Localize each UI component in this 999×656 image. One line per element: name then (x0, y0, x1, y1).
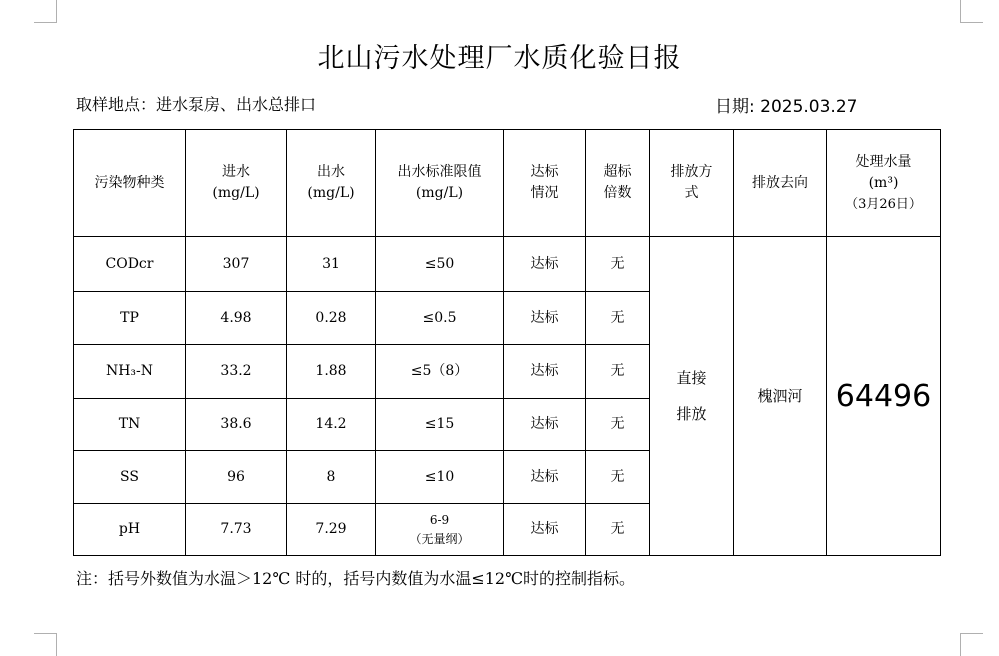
cell-exceed: 无 (586, 292, 650, 345)
cell-effluent: 31 (287, 237, 376, 292)
cell-status: 达标 (504, 292, 586, 345)
cell-influent: 307 (186, 237, 287, 292)
cell-influent: 7.73 (186, 504, 287, 556)
cell-pollutant: TN (74, 399, 186, 451)
cell-pollutant: SS (74, 451, 186, 504)
header-pollutant: 污染物种类 (74, 130, 186, 237)
cell-exceed: 无 (586, 451, 650, 504)
header-compliance: 达标 情况 (504, 130, 586, 237)
cell-effluent: 0.28 (287, 292, 376, 345)
cell-status: 达标 (504, 451, 586, 504)
cell-limit: ≤15 (376, 399, 504, 451)
header-effluent: 出水 (mg/L) (287, 130, 376, 237)
cell-status: 达标 (504, 345, 586, 399)
cell-pollutant: TP (74, 292, 186, 345)
cell-limit: ≤50 (376, 237, 504, 292)
cell-discharge-method: 直接 排放 (650, 237, 734, 556)
cell-effluent: 1.88 (287, 345, 376, 399)
report-title: 北山污水处理厂水质化验日报 (317, 43, 682, 74)
header-volume: 处理水量 (m³) （3月26日） (827, 130, 941, 237)
cell-limit: 6-9 （无量纲） (376, 504, 504, 556)
cell-destination: 槐泗河 (734, 237, 827, 556)
cell-volume-total: 64496 (827, 237, 941, 556)
header-destination: 排放去向 (734, 130, 827, 237)
water-quality-table (73, 129, 941, 556)
cell-influent: 33.2 (186, 345, 287, 399)
cell-effluent: 8 (287, 451, 376, 504)
cell-status: 达标 (504, 237, 586, 292)
cell-effluent: 7.29 (287, 504, 376, 556)
header-discharge-method: 排放方 式 (650, 130, 734, 237)
cell-limit: ≤10 (376, 451, 504, 504)
cell-pollutant: CODcr (74, 237, 186, 292)
cell-influent: 38.6 (186, 399, 287, 451)
crop-mark-top-left (34, 0, 57, 23)
cell-pollutant: NH₃-N (74, 345, 186, 399)
cell-influent: 96 (186, 451, 287, 504)
sampling-location: 取样地点：进水泵房、出水总排口 (76, 95, 317, 114)
cell-status: 达标 (504, 399, 586, 451)
header-exceed: 超标 倍数 (586, 130, 650, 237)
crop-mark-top-right (960, 0, 983, 23)
report-date: 日期: 2025.03.27 (715, 97, 858, 117)
header-row (74, 130, 941, 237)
cell-pollutant: pH (74, 504, 186, 556)
cell-limit: ≤5（8） (376, 345, 504, 399)
crop-mark-bottom-left (34, 633, 57, 656)
footnote: 注：括号外数值为水温＞12℃ 时的，括号内数值为水温≤12℃时的控制指标。 (76, 569, 636, 588)
cell-influent: 4.98 (186, 292, 287, 345)
header-influent: 进水 (mg/L) (186, 130, 287, 237)
cell-exceed: 无 (586, 237, 650, 292)
cell-limit: ≤0.5 (376, 292, 504, 345)
cell-exceed: 无 (586, 399, 650, 451)
cell-exceed: 无 (586, 504, 650, 556)
cell-status: 达标 (504, 504, 586, 556)
table-row (74, 237, 941, 292)
crop-mark-bottom-right (960, 633, 983, 656)
header-limit: 出水标准限值 (mg/L) (376, 130, 504, 237)
cell-effluent: 14.2 (287, 399, 376, 451)
cell-exceed: 无 (586, 345, 650, 399)
